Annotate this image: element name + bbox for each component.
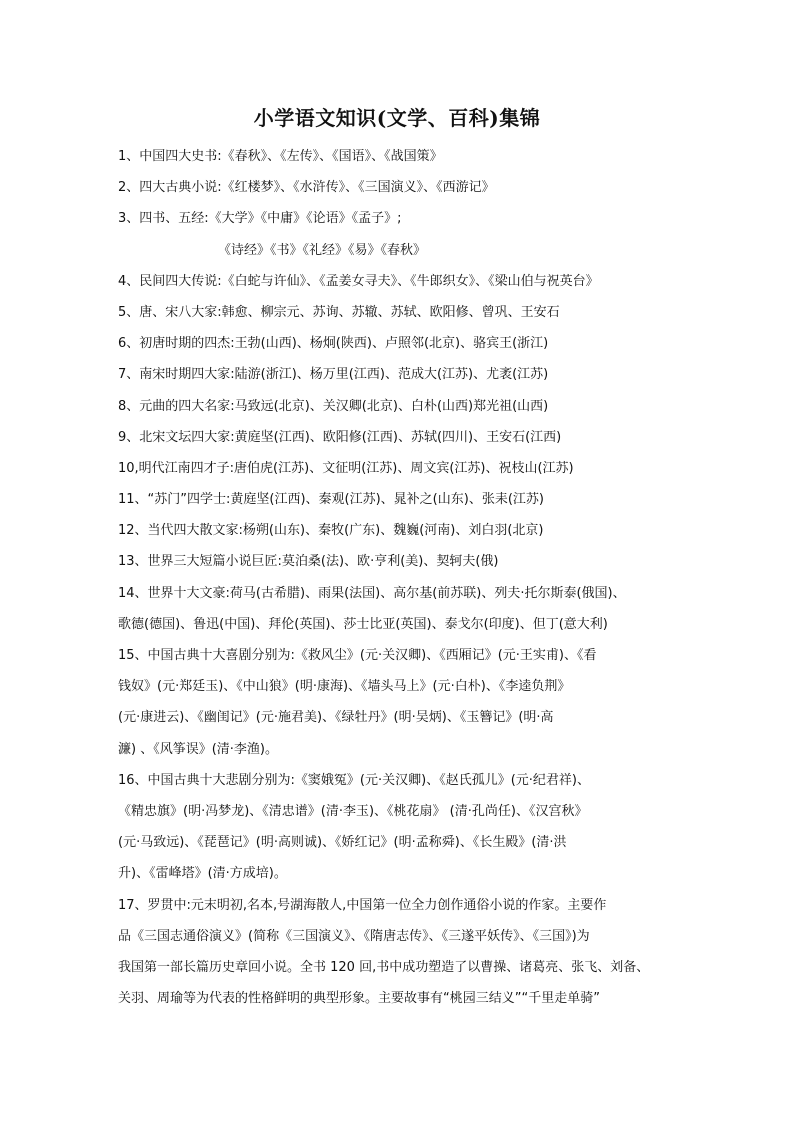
text-line: 14、世界十大文豪:荷马(古希腊)、雨果(法国)、高尔基(前苏联)、列夫·托尔斯泰(俄国)、 <box>118 585 626 601</box>
text-line: 10,明代江南四才子:唐伯虎(江苏)、文征明(江苏)、周文宾(江苏)、祝枝山(江苏) <box>118 460 574 476</box>
text-line: 13、世界三大短篇小说巨匠:莫泊桑(法)、欧·亨利(美)、契轲夫(俄) <box>118 554 499 570</box>
text-line: 9、北宋文坛四大家:黄庭坚(江西)、欧阳修(江西)、苏轼(四川)、王安石(江西) <box>118 429 562 445</box>
text-line: 品《三国志通俗演义》(简称《三国演义》、《隋唐志传》、《三遂平妖传》、《三国》)为 <box>118 928 590 944</box>
text-line: 12、当代四大散文家:杨朔(山东)、秦牧(广东)、魏巍(河南)、刘白羽(北京) <box>118 523 544 539</box>
text-line: 2、四大古典小说:《红楼梦》、《水浒传》、《三国演义》、《西游记》 <box>118 180 495 196</box>
text-line: 升)、《雷峰塔》(清·方成培)。 <box>118 866 287 882</box>
document-title: 小学语文知识(文学、百科)集锦 <box>253 106 541 130</box>
text-line: 1、中国四大史书:《春秋》、《左传》、《国语》、《战国策》 <box>118 149 443 164</box>
text-line: 3、四书、五经:《大学》《中庸》《论语》《孟子》; <box>118 211 402 227</box>
text-line: 17、罗贯中:元末明初,名本,号湖海散人,中国第一位全力创作通俗小说的作家。主要作 <box>118 897 607 913</box>
text-line: 16、中国古典十大悲剧分别为:《窦娥冤》(元·关汉卿)、《赵氏孤儿》(元·纪君祥)、 <box>118 772 590 788</box>
text-line: 6、初唐时期的四杰:王勃(山西)、杨炯(陕西)、卢照邻(北京)、骆宾王(浙江) <box>118 336 549 352</box>
text-line: 5、唐、宋八大家:韩愈、柳宗元、苏询、苏辙、苏轼、欧阳修、曾巩、王安石 <box>118 304 560 320</box>
document-body <box>118 141 684 1014</box>
text-line: 7、南宋时期四大家:陆游(浙江)、杨万里(江西)、范成大(江苏)、尤袤(江苏) <box>118 367 549 383</box>
text-line: 歌德(德国)、鲁迅(中国)、拜伦(英国)、莎士比亚(英国)、泰戈尔(印度)、但丁(意大利) <box>118 616 608 632</box>
text-line: 我国第一部长篇历史章回小说。全书 120 回,书中成功塑造了以曹操、诸葛亮、张飞、刘备、 <box>118 959 650 975</box>
text-line: (元·康进云)、《幽闺记》(元·施君美)、《绿牡丹》(明·吴炳)、《玉簪记》(明·高 <box>118 710 554 726</box>
text-line: 《精忠旗》(明·冯梦龙)、《清忠谱》(清·李玉)、《桃花扇》 (清·孔尚任)、《汉宫秋》 <box>118 803 588 819</box>
text-line: 15、中国古典十大喜剧分别为:《救风尘》(元·关汉卿)、《西厢记》(元·王实甫)、《看 <box>118 648 597 663</box>
text-line: 濂) 、《风筝误》(清·李渔)。 <box>118 741 278 757</box>
text-line: 关羽、周瑜等为代表的性格鲜明的典型形象。主要故事有“桃园三结义”“千里走单骑” <box>118 991 600 1007</box>
text-line: 11、“苏门”四学士:黄庭坚(江西)、秦观(江苏)、晁补之(山东)、张耒(江苏) <box>118 492 544 508</box>
text-line: 4、民间四大传说:《白蛇与许仙》、《孟姜女寻夫》、《牛郎织女》、《梁山伯与祝英台》 <box>118 273 599 289</box>
text-line: 钱奴》(元·郑廷玉)、《中山狼》(明·康海)、《墙头马上》(元·白朴)、《李逵负荆》 <box>118 679 571 695</box>
text-line: (元·马致远)、《琵琶记》(明·高则诚)、《娇红记》(明·孟称舜)、《长生殿》(清·洪 <box>118 835 567 851</box>
text-line-indented: 《诗经》《书》《礼经》《易》《春秋》 <box>218 242 427 258</box>
text-line: 8、元曲的四大名家:马致远(北京)、关汉卿(北京)、白朴(山西)郑光祖(山西) <box>118 398 549 414</box>
